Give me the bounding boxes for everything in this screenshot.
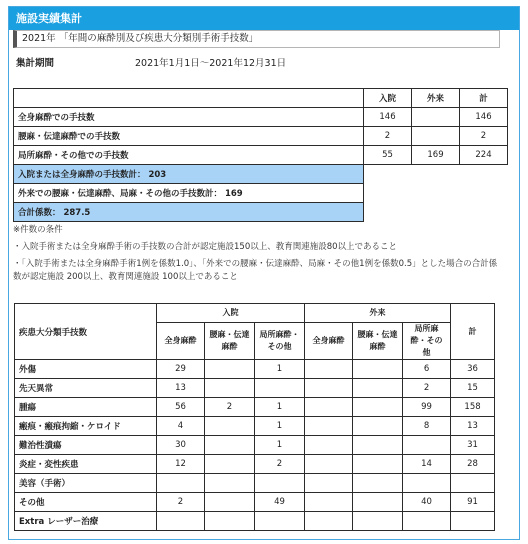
report-title: 2021年 「年間の麻酔別及び疾患大分類別手術手技数」 (13, 30, 500, 48)
summary-row-spinal (14, 127, 508, 146)
summary-cell-outpatient: 169 (412, 146, 460, 165)
sub-header: 全身麻酔 (305, 323, 353, 360)
category-cell: 15 (451, 379, 495, 398)
category-cell: 4 (157, 417, 205, 436)
total-coefficient: 合計係数： 287.5 (14, 203, 364, 222)
category-cell: 2 (255, 455, 305, 474)
summary-header-inpatient: 入院 (364, 89, 412, 108)
category-label: Extra レーザー治療 (15, 512, 157, 531)
category-cell: 1 (255, 436, 305, 455)
category-cell (205, 379, 255, 398)
category-cell: 28 (451, 455, 495, 474)
category-table (14, 303, 495, 531)
category-cell (353, 398, 403, 417)
category-cell: 158 (451, 398, 495, 417)
category-cell (205, 512, 255, 531)
category-label: 難治性潰瘍 (15, 436, 157, 455)
category-cell: 14 (403, 455, 451, 474)
category-cell: 36 (451, 360, 495, 379)
category-cell (305, 455, 353, 474)
category-label: その他 (15, 493, 157, 512)
category-cell (305, 360, 353, 379)
category-cell (305, 493, 353, 512)
summary-row-label: 全身麻酔での手技数 (14, 108, 364, 127)
inpatient-or-general-total: 入院または全身麻酔の手技数計： 203 (14, 165, 364, 184)
category-cell (157, 512, 205, 531)
category-cell: 40 (403, 493, 451, 512)
category-label: 炎症・変性疾患 (15, 455, 157, 474)
summary-cell-outpatient (412, 127, 460, 146)
category-cell: 13 (157, 379, 205, 398)
category-cell: 31 (451, 436, 495, 455)
category-cell: 91 (451, 493, 495, 512)
sub-header: 全身麻酔 (157, 323, 205, 360)
category-cell (451, 512, 495, 531)
table-row (15, 493, 495, 512)
table-row (15, 360, 495, 379)
condition-title: ※件数の条件 (13, 225, 63, 235)
category-cell: 13 (451, 417, 495, 436)
category-cell (205, 360, 255, 379)
category-group-row (15, 304, 495, 323)
category-label: 先天異常 (15, 379, 157, 398)
category-label: 美容（手術） (15, 474, 157, 493)
category-cell: 8 (403, 417, 451, 436)
summary-table (13, 88, 508, 222)
category-cell (205, 474, 255, 493)
category-cell: 99 (403, 398, 451, 417)
table-row (15, 379, 495, 398)
category-cell (353, 379, 403, 398)
category-cell: 1 (255, 360, 305, 379)
summary-header-total: 計 (460, 89, 508, 108)
category-cell (403, 512, 451, 531)
table-row (15, 512, 495, 531)
group-outpatient: 外来 (305, 304, 451, 323)
category-cell: 1 (255, 398, 305, 417)
category-table-body (15, 360, 495, 531)
category-label: 外傷 (15, 360, 157, 379)
category-cell: 2 (205, 398, 255, 417)
sub-header: 局所麻酔・その他 (403, 323, 451, 360)
condition-1: ・入院手術または全身麻酔手術の手技数の合計が認定施設150以上、教育関連施設80以上であること (13, 242, 398, 252)
category-cell (305, 379, 353, 398)
category-cell (255, 379, 305, 398)
category-cell: 56 (157, 398, 205, 417)
summary-row-label: 局所麻酔・その他での手技数 (14, 146, 364, 165)
summary-row-general (14, 108, 508, 127)
summary-cell-inpatient: 146 (364, 108, 412, 127)
category-cell (205, 455, 255, 474)
summary-cell-total: 224 (460, 146, 508, 165)
category-cell (157, 474, 205, 493)
category-cell (353, 474, 403, 493)
category-cell (305, 474, 353, 493)
summary-row-local (14, 146, 508, 165)
category-cell (353, 436, 403, 455)
summary-cell-inpatient: 2 (364, 127, 412, 146)
total-header: 計 (451, 304, 495, 360)
category-cell (353, 455, 403, 474)
category-cell (255, 474, 305, 493)
sub-header: 局所麻酔・その他 (255, 323, 305, 360)
category-cell: 2 (403, 379, 451, 398)
category-cell: 49 (255, 493, 305, 512)
table-row (15, 455, 495, 474)
category-cell: 30 (157, 436, 205, 455)
table-row (15, 436, 495, 455)
category-cell (305, 436, 353, 455)
summary-highlight-row (14, 165, 508, 184)
group-inpatient: 入院 (157, 304, 305, 323)
sub-header: 腰麻・伝達麻酔 (205, 323, 255, 360)
category-cell (353, 512, 403, 531)
summary-empty-cell (364, 165, 508, 222)
summary-cell-outpatient (412, 108, 460, 127)
panel-header: 施設実績集計 (9, 7, 519, 30)
sub-header: 腰麻・伝達麻酔 (353, 323, 403, 360)
summary-cell-total: 146 (460, 108, 508, 127)
condition-2: ・「入院手術または全身麻酔手術1例を係数1.0」、「外来での腰麻・伝達麻酔、局麻・その他1例を係数0.5」とした場合の合計係数が認定施設 200以上、教育関連施設 100以上であること (13, 259, 498, 282)
category-cell: 1 (255, 417, 305, 436)
summary-header-row (14, 89, 508, 108)
category-cell (205, 436, 255, 455)
summary-header-blank (14, 89, 364, 108)
category-cell (305, 512, 353, 531)
category-label: 瘢痕・瘢痕拘縮・ケロイド (15, 417, 157, 436)
summary-header-outpatient: 外来 (412, 89, 460, 108)
category-cell (403, 474, 451, 493)
category-label: 腫瘍 (15, 398, 157, 417)
outpatient-total: 外来での腰麻・伝達麻酔、局麻・その他の手技数計： 169 (14, 184, 364, 203)
summary-row-label: 腰麻・伝達麻酔での手技数 (14, 127, 364, 146)
category-cell: 2 (157, 493, 205, 512)
category-cell (353, 493, 403, 512)
category-cell (205, 417, 255, 436)
category-col-label: 疾患大分類手技数 (15, 304, 157, 360)
category-cell (255, 512, 305, 531)
summary-cell-inpatient: 55 (364, 146, 412, 165)
category-cell (403, 436, 451, 455)
category-cell (305, 398, 353, 417)
category-cell (353, 360, 403, 379)
category-cell: 12 (157, 455, 205, 474)
category-cell (353, 417, 403, 436)
period-label: 集計期間 (16, 58, 55, 69)
category-cell: 29 (157, 360, 205, 379)
summary-cell-total: 2 (460, 127, 508, 146)
table-row (15, 398, 495, 417)
period-value: 2021年1月1日～2021年12月31日 (135, 58, 287, 69)
category-cell (451, 474, 495, 493)
table-row (15, 474, 495, 493)
table-row (15, 417, 495, 436)
category-cell: 6 (403, 360, 451, 379)
category-cell (305, 417, 353, 436)
category-cell (205, 493, 255, 512)
